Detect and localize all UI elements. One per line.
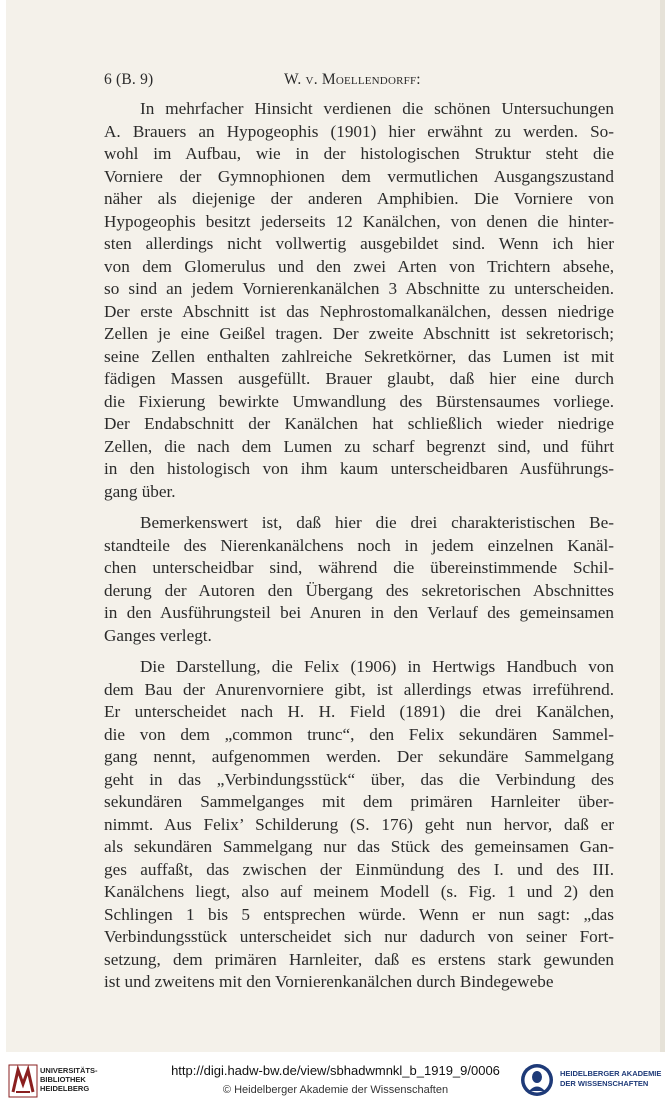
paragraph-gap [104, 647, 614, 656]
text-line: Vorniere der Gymnophionen dem vermutlichen Ausgangszustand [104, 166, 614, 186]
copyright-notice: © Heidelberger Akademie der Wissenschaften [222, 1084, 449, 1096]
text-line: ges auffaßt, das zwischen der Einmündung des I. und des III. [104, 859, 614, 879]
text-line: chen unterscheidbar sind, während die übereinstimmende Schil- [104, 558, 614, 577]
text-line: derung der Autoren den Übergang des sekretorischen Abschnittes [104, 580, 614, 600]
text-line: dem Bau der Anurenvorniere gibt, ist allerdings etwas irreführend. [104, 679, 614, 699]
text-line: sten allerdings nicht vollwertig ausgebildet sind. Wenn ich hier [104, 234, 614, 253]
text-line: Der Endabschnitt der Kanälchen hat schließlich wieder niedrige [104, 414, 614, 433]
text-line: in den histologisch von ihm kaum unterscheidbaren Ausführungs- [104, 459, 614, 478]
page-edge [660, 0, 665, 1052]
text-line: standteile des Nierenkanälchens noch in jedem einzelnen Kanäl- [104, 535, 614, 555]
text-line: Ganges verlegt. [104, 625, 212, 645]
running-title: W. v. Moellendorff: [284, 71, 421, 88]
text-line: Er unterscheidet nach H. H. Field (1891) die drei Kanälchen, [104, 702, 614, 721]
text-line: geht in das „Verbindungsstück“ über, das die Verbindung des [104, 769, 614, 789]
library-name: UNIVERSITÄTS- BIBLIOTHEK HEIDELBERG [40, 1066, 98, 1093]
text-line: gang über. [104, 481, 176, 501]
text-line: als sekundären Sammelgang nur das Stück des gemeinsamen Gan- [104, 837, 614, 856]
text-line: Zellen je eine Geißel tragen. Der zweite Abschnitt ist sekretorisch; [104, 324, 614, 343]
body-text [104, 98, 614, 994]
text-line: wohl im Aufbau, wie in der histologischen Struktur steht die [104, 144, 614, 163]
text-line: die Fixierung bewirkte Umwandlung des Bürstensaumes vorliege. [104, 391, 614, 411]
text-line: Zellen, die nach dem Lumen zu scharf begrenzt sind, und führt [104, 436, 614, 456]
source-url-link[interactable]: http://digi.hadw-bw.de/view/sbhadwmnkl_b_1919_9/0006 [171, 1063, 500, 1078]
text-line: Bemerkenswert ist, daß hier die drei charakteristischen Be- [140, 513, 614, 532]
text-line: Der erste Abschnitt ist das Nephrostomalkanälchen, dessen niedrige [104, 301, 614, 321]
text-line: nimmt. Aus Felix’ Schilderung (S. 176) geht nun hervor, daß er [104, 814, 614, 834]
academy-name: HEIDELBERGER AKADEMIE DER WISSENSCHAFTEN [560, 1069, 662, 1088]
text-line: von dem Glomerulus und den zwei Arten von Trichtern absehe, [104, 256, 614, 276]
text-line: A. Brauers an Hypogeophis (1901) hier erwähnt zu werden. So- [104, 121, 614, 141]
text-line: setzung, dem primären Harnleiter, daß es erstens stark gewunden [104, 949, 614, 969]
academy-seal-icon [520, 1063, 554, 1097]
paragraph-gap [104, 503, 614, 512]
text-line: ist und zweitens mit den Vornierenkanälchen durch Bindegewebe [104, 972, 554, 991]
text-line: seine Zellen enthalten zahlreiche Sekretkörner, das Lumen ist mit [104, 346, 614, 366]
page-number: 6 (B. 9) [104, 71, 154, 88]
text-line: Kanälchens liegt, also auf meinem Modell (s. Fig. 1 und 2) den [104, 882, 614, 901]
text-line: in den Ausführungsteil bei Anuren in den Verlauf des gemeinsamen [104, 603, 614, 622]
text-line: fädigen Massen ausgefüllt. Brauer glaubt, daß hier eine durch [104, 369, 614, 388]
text-line: sekundären Sammelganges mit dem primären Harnleiter über- [104, 792, 614, 811]
text-line: Hypogeophis besitzt jederseits 12 Kanälchen, von denen die hinter- [104, 211, 614, 231]
text-line: Verbindungsstück unterscheidet sich nur dadurch von seiner Fort- [104, 927, 614, 946]
footer-bar [0, 1056, 671, 1104]
text-line: näher als diejenige der anderen Amphibien. Die Vorniere von [104, 189, 614, 208]
text-line: In mehrfacher Hinsicht verdienen die schönen Untersuchungen [140, 99, 614, 118]
text-line: so sind an jedem Vornierenkanälchen 3 Abschnitte zu unterscheiden. [104, 279, 614, 298]
text-line: gang nennt, aufgenommen werden. Der sekundäre Sammelgang [104, 747, 614, 766]
text-line: Schlingen 1 bis 5 entsprechen würde. Wenn er nun sagt: „das [104, 904, 614, 924]
text-line: Die Darstellung, die Felix (1906) in Hertwigs Handbuch von [140, 657, 614, 676]
text-line: die von dem „common trunc“, den Felix sekundären Sammel- [104, 724, 614, 744]
